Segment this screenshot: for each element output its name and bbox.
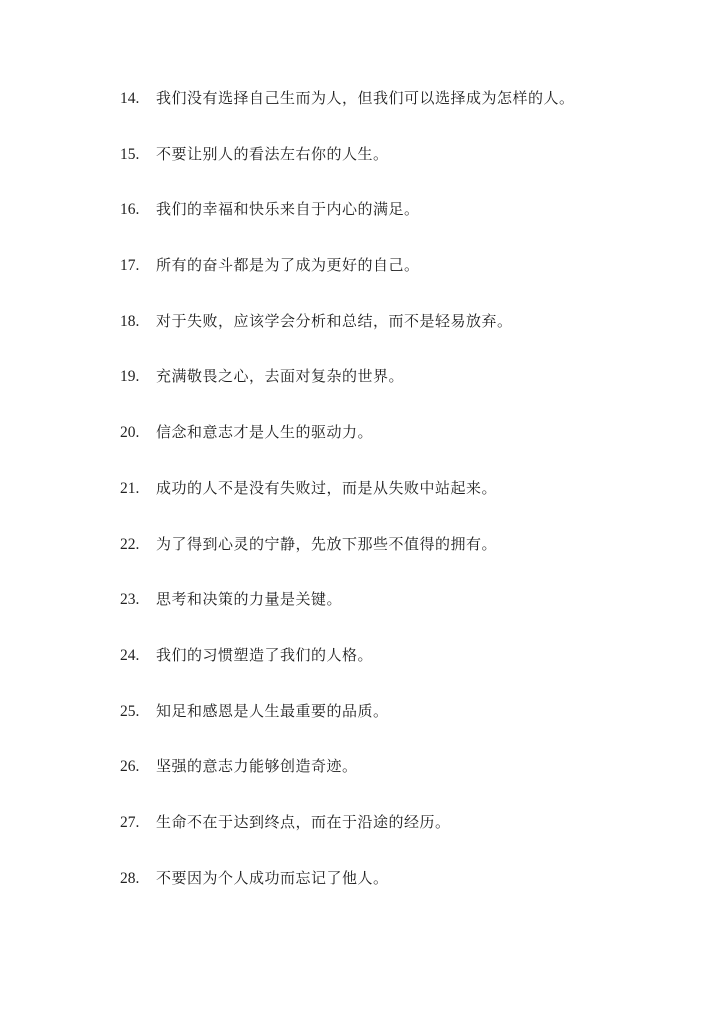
item-text: 知足和感恩是人生最重要的品质。 bbox=[156, 701, 389, 720]
item-text: 对于失败，应该学会分析和总结，而不是轻易放弃。 bbox=[156, 311, 513, 330]
item-text: 为了得到心灵的宁静，先放下那些不值得的拥有。 bbox=[156, 534, 498, 553]
list-item bbox=[120, 197, 680, 253]
item-text: 我们没有选择自己生而为人，但我们可以选择成为怎样的人。 bbox=[156, 89, 575, 107]
item-number: 26. bbox=[120, 758, 140, 776]
item-text: 我们的习惯塑造了我们的人格。 bbox=[156, 645, 374, 664]
item-number: 17. bbox=[120, 257, 140, 275]
list-item bbox=[120, 643, 680, 699]
list-item bbox=[120, 86, 680, 142]
list-item bbox=[120, 866, 680, 922]
list-item bbox=[120, 754, 680, 810]
item-text: 充满敬畏之心，去面对复杂的世界。 bbox=[156, 367, 405, 386]
list-item bbox=[120, 142, 680, 198]
item-text: 成功的人不是没有失败过，而是从失败中站起来。 bbox=[156, 478, 498, 497]
item-number: 20. bbox=[120, 424, 140, 442]
list-item bbox=[120, 420, 680, 476]
item-text: 坚强的意志力能够创造奇迹。 bbox=[156, 757, 358, 776]
item-number: 22. bbox=[120, 535, 140, 553]
item-number: 27. bbox=[120, 813, 140, 831]
item-number: 14. bbox=[120, 90, 140, 107]
list-item bbox=[120, 253, 680, 309]
item-number: 25. bbox=[120, 702, 140, 720]
list-item bbox=[120, 309, 680, 365]
list-item bbox=[120, 810, 680, 866]
list-item bbox=[120, 587, 680, 643]
list-item bbox=[120, 364, 680, 420]
item-text: 我们的幸福和快乐来自于内心的满足。 bbox=[156, 200, 420, 219]
item-number: 28. bbox=[120, 869, 140, 887]
item-number: 24. bbox=[120, 646, 140, 664]
item-number: 23. bbox=[120, 591, 140, 609]
item-text: 信念和意志才是人生的驱动力。 bbox=[156, 423, 374, 442]
quote-list bbox=[120, 86, 680, 921]
item-text: 不要让别人的看法左右你的人生。 bbox=[156, 144, 389, 163]
item-number: 21. bbox=[120, 479, 140, 497]
item-number: 15. bbox=[120, 145, 140, 163]
list-item bbox=[120, 699, 680, 755]
item-text: 思考和决策的力量是关键。 bbox=[156, 590, 343, 609]
item-text: 生命不在于达到终点，而在于沿途的经历。 bbox=[156, 812, 451, 831]
item-text: 所有的奋斗都是为了成为更好的自己。 bbox=[156, 256, 420, 275]
list-item bbox=[120, 476, 680, 532]
item-number: 16. bbox=[120, 201, 140, 219]
item-number: 18. bbox=[120, 312, 140, 330]
item-text: 不要因为个人成功而忘记了他人。 bbox=[156, 868, 389, 887]
item-number: 19. bbox=[120, 368, 140, 386]
list-item bbox=[120, 532, 680, 588]
